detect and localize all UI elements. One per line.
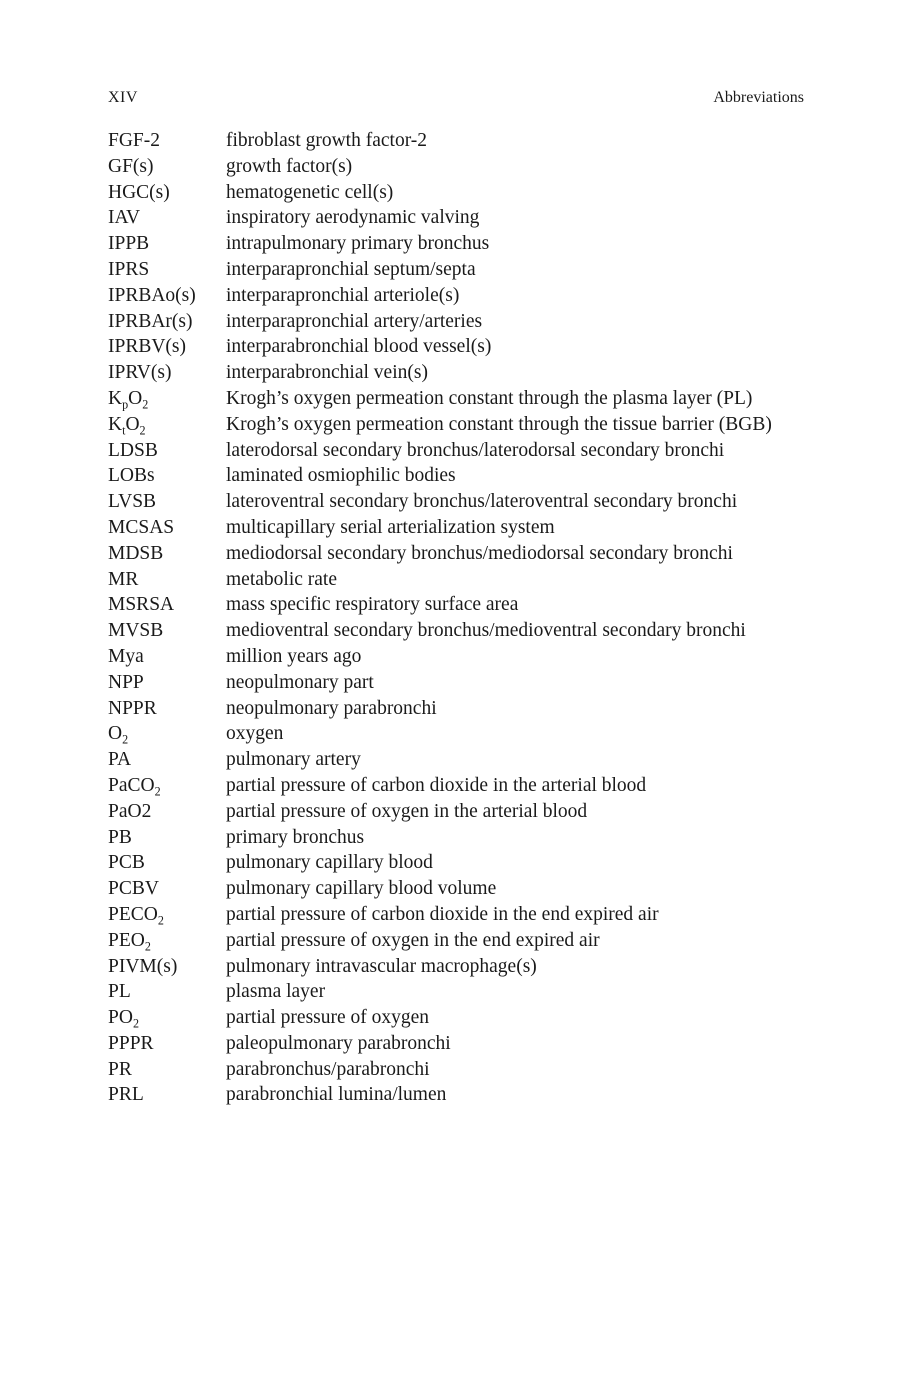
abbreviation-entry <box>108 360 808 386</box>
abbreviation-term <box>108 850 226 876</box>
abbreviation-definition: interparapronchial artery/arteries <box>226 310 483 332</box>
term-text: K <box>108 387 123 409</box>
abbreviation-definition: multicapillary serial arterialization system <box>226 516 555 538</box>
abbreviation-definition: mass specific respiratory surface area <box>226 594 519 616</box>
abbreviation-definition: partial pressure of oxygen in the arterial blood <box>226 800 588 822</box>
abbreviation-definition: neopulmonary part <box>226 671 374 693</box>
abbreviation-entry <box>108 489 808 515</box>
term-text: HGC(s) <box>108 181 170 203</box>
abbreviation-definition: plasma layer <box>226 981 326 1003</box>
abbreviation-definition: interparapronchial septum/septa <box>226 258 476 280</box>
abbreviation-term <box>108 180 226 206</box>
abbreviation-entry <box>108 257 808 283</box>
abbreviation-definition: neopulmonary parabronchi <box>226 697 437 719</box>
abbreviation-entry <box>108 515 808 541</box>
abbreviation-term <box>108 979 226 1005</box>
abbreviation-definition: partial pressure of carbon dioxide in the end expired air <box>226 903 659 925</box>
abbreviation-definition: metabolic rate <box>226 568 337 590</box>
abbreviation-definition: interparapronchial arteriole(s) <box>226 284 460 306</box>
abbreviation-definition: lateroventral secondary bronchus/lateroventral secondary bronchi <box>226 491 738 513</box>
term-text: MCSAS <box>108 516 175 538</box>
abbreviation-list <box>108 128 808 1108</box>
abbreviation-definition: partial pressure of oxygen <box>226 1007 430 1029</box>
abbreviation-term <box>108 541 226 567</box>
abbreviation-definition: pulmonary intravascular macrophage(s) <box>226 955 537 977</box>
term-text: LVSB <box>108 491 157 513</box>
abbreviation-entry <box>108 541 808 567</box>
term-text: PaO2 <box>108 800 152 822</box>
abbreviation-entry <box>108 567 808 593</box>
abbreviation-term <box>108 696 226 722</box>
term-text: K <box>108 413 123 435</box>
term-text: IPRS <box>108 258 150 280</box>
abbreviation-entry <box>108 928 808 954</box>
abbreviation-term <box>108 928 226 954</box>
abbreviation-entry <box>108 592 808 618</box>
abbreviation-definition: Krogh’s oxygen permeation constant through the tissue barrier (BGB) <box>226 413 772 435</box>
abbreviation-entry <box>108 773 808 799</box>
abbreviation-entry <box>108 670 808 696</box>
term-text: MSRSA <box>108 594 175 616</box>
abbreviation-term <box>108 438 226 464</box>
abbreviation-definition: pulmonary capillary blood volume <box>226 878 497 900</box>
abbreviation-definition: inspiratory aerodynamic valving <box>226 207 480 229</box>
abbreviation-entry <box>108 1057 808 1083</box>
term-subscript: 2 <box>157 913 164 928</box>
abbreviation-entry <box>108 438 808 464</box>
term-text: PR <box>108 1058 132 1080</box>
term-subscript: 2 <box>154 784 161 799</box>
term-text: O <box>108 723 123 745</box>
abbreviation-entry <box>108 721 808 747</box>
abbreviation-entry <box>108 309 808 335</box>
term-text: LDSB <box>108 439 158 461</box>
abbreviation-entry <box>108 979 808 1005</box>
term-subscript: 2 <box>132 1016 139 1031</box>
running-head: Abbreviations <box>713 89 804 106</box>
abbreviation-entry <box>108 283 808 309</box>
abbreviation-term <box>108 670 226 696</box>
abbreviation-definition: parabronchial lumina/lumen <box>226 1084 447 1106</box>
abbreviation-entry <box>108 154 808 180</box>
term-text: IAV <box>108 207 141 229</box>
term-text: PB <box>108 826 132 848</box>
term-text: PPPR <box>108 1032 154 1054</box>
term-text: MDSB <box>108 542 164 564</box>
abbreviation-definition: pulmonary capillary blood <box>226 852 433 874</box>
abbreviation-entry <box>108 128 808 154</box>
abbreviation-term <box>108 489 226 515</box>
abbreviation-term <box>108 283 226 309</box>
abbreviation-term <box>108 1057 226 1083</box>
term-subscript: 2 <box>142 397 149 412</box>
term-text: IPRBAr(s) <box>108 310 193 332</box>
abbreviation-term <box>108 1031 226 1057</box>
abbreviation-entry <box>108 412 808 438</box>
abbreviation-term <box>108 747 226 773</box>
abbreviation-definition: partial pressure of oxygen in the end expired air <box>226 929 600 951</box>
abbreviation-entry <box>108 747 808 773</box>
term-text: Mya <box>108 645 144 667</box>
abbreviation-term <box>108 360 226 386</box>
abbreviation-entry <box>108 799 808 825</box>
term-text: PEO <box>108 929 145 951</box>
abbreviation-definition: intrapulmonary primary bronchus <box>226 233 490 255</box>
abbreviation-term <box>108 154 226 180</box>
abbreviation-term <box>108 902 226 928</box>
abbreviation-entry <box>108 1082 808 1108</box>
abbreviation-term <box>108 876 226 902</box>
abbreviation-entry <box>108 180 808 206</box>
abbreviation-entry <box>108 1005 808 1031</box>
abbreviation-entry <box>108 644 808 670</box>
abbreviation-term <box>108 334 226 360</box>
term-text: PO <box>108 1007 133 1029</box>
abbreviation-definition: Krogh’s oxygen permeation constant through the plasma layer (PL) <box>226 387 753 409</box>
term-text: LOBs <box>108 465 155 487</box>
term-text: O <box>125 413 140 435</box>
abbreviation-definition: interparabronchial vein(s) <box>226 362 428 384</box>
abbreviation-definition: medioventral secondary bronchus/medioventral secondary bronchi <box>226 620 746 642</box>
abbreviation-term <box>108 205 226 231</box>
abbreviation-definition: hematogenetic cell(s) <box>226 181 394 203</box>
abbreviation-definition: mediodorsal secondary bronchus/mediodorsal secondary bronchi <box>226 542 733 564</box>
abbreviation-term <box>108 1082 226 1108</box>
abbreviation-entry <box>108 850 808 876</box>
abbreviation-definition: growth factor(s) <box>226 155 353 177</box>
abbreviation-entry <box>108 618 808 644</box>
abbreviation-term <box>108 128 226 154</box>
term-text: FGF-2 <box>108 130 161 151</box>
term-subscript: 2 <box>122 732 129 747</box>
abbreviation-term <box>108 257 226 283</box>
term-text: IPRBV(s) <box>108 336 187 358</box>
term-text: PaCO <box>108 774 155 796</box>
abbreviation-entry <box>108 386 808 412</box>
abbreviation-entry <box>108 463 808 489</box>
abbreviation-term <box>108 386 226 412</box>
term-text: MR <box>108 568 139 590</box>
term-text: PA <box>108 749 132 771</box>
term-text: IPRV(s) <box>108 362 172 384</box>
term-text: PIVM(s) <box>108 955 178 977</box>
abbreviation-term <box>108 644 226 670</box>
abbreviation-entry <box>108 231 808 257</box>
abbreviation-term <box>108 592 226 618</box>
abbreviation-term <box>108 463 226 489</box>
term-text: IPRBAo(s) <box>108 284 196 306</box>
term-text: PRL <box>108 1084 144 1106</box>
abbreviation-entry <box>108 876 808 902</box>
abbreviation-definition: oxygen <box>226 723 284 745</box>
abbreviation-definition: million years ago <box>226 645 362 667</box>
abbreviation-term <box>108 309 226 335</box>
page-number: XIV <box>108 89 138 106</box>
abbreviation-term <box>108 412 226 438</box>
term-text: PCBV <box>108 878 159 900</box>
abbreviation-entry <box>108 1031 808 1057</box>
abbreviation-entry <box>108 825 808 851</box>
term-subscript: 2 <box>139 423 146 438</box>
abbreviation-definition: laterodorsal secondary bronchus/laterodorsal secondary bronchi <box>226 439 725 461</box>
abbreviation-definition: paleopulmonary parabronchi <box>226 1032 451 1054</box>
abbreviation-definition: primary bronchus <box>226 826 365 848</box>
abbreviation-definition: laminated osmiophilic bodies <box>226 465 456 487</box>
abbreviation-term <box>108 799 226 825</box>
term-text: NPPR <box>108 697 157 719</box>
term-subscript: p <box>122 397 129 412</box>
abbreviation-term <box>108 231 226 257</box>
page-header <box>108 89 804 111</box>
abbreviation-entry <box>108 205 808 231</box>
term-text: PECO <box>108 903 158 925</box>
term-text: NPP <box>108 671 144 693</box>
abbreviation-entry <box>108 334 808 360</box>
term-text: IPPB <box>108 233 150 255</box>
abbreviation-term <box>108 825 226 851</box>
abbreviation-definition: interparabronchial blood vessel(s) <box>226 336 492 358</box>
abbreviation-term <box>108 1005 226 1031</box>
term-text: MVSB <box>108 620 164 642</box>
term-subscript: 2 <box>144 939 151 954</box>
abbreviation-term <box>108 721 226 747</box>
term-text: GF(s) <box>108 155 154 177</box>
abbreviation-term <box>108 773 226 799</box>
abbreviation-entry <box>108 696 808 722</box>
abbreviation-term <box>108 567 226 593</box>
abbreviation-term <box>108 515 226 541</box>
term-text: PCB <box>108 852 145 874</box>
term-text: O <box>128 387 143 409</box>
abbreviation-definition: partial pressure of carbon dioxide in the arterial blood <box>226 774 647 796</box>
abbreviation-entry <box>108 954 808 980</box>
term-text: PL <box>108 981 131 1003</box>
abbreviation-term <box>108 618 226 644</box>
abbreviation-entry <box>108 902 808 928</box>
abbreviation-definition: pulmonary artery <box>226 749 361 771</box>
abbreviation-definition: parabronchus/parabronchi <box>226 1058 430 1080</box>
abbreviation-definition: fibroblast growth factor-2 <box>226 130 428 151</box>
term-subscript: t <box>122 423 126 438</box>
abbreviation-term <box>108 954 226 980</box>
